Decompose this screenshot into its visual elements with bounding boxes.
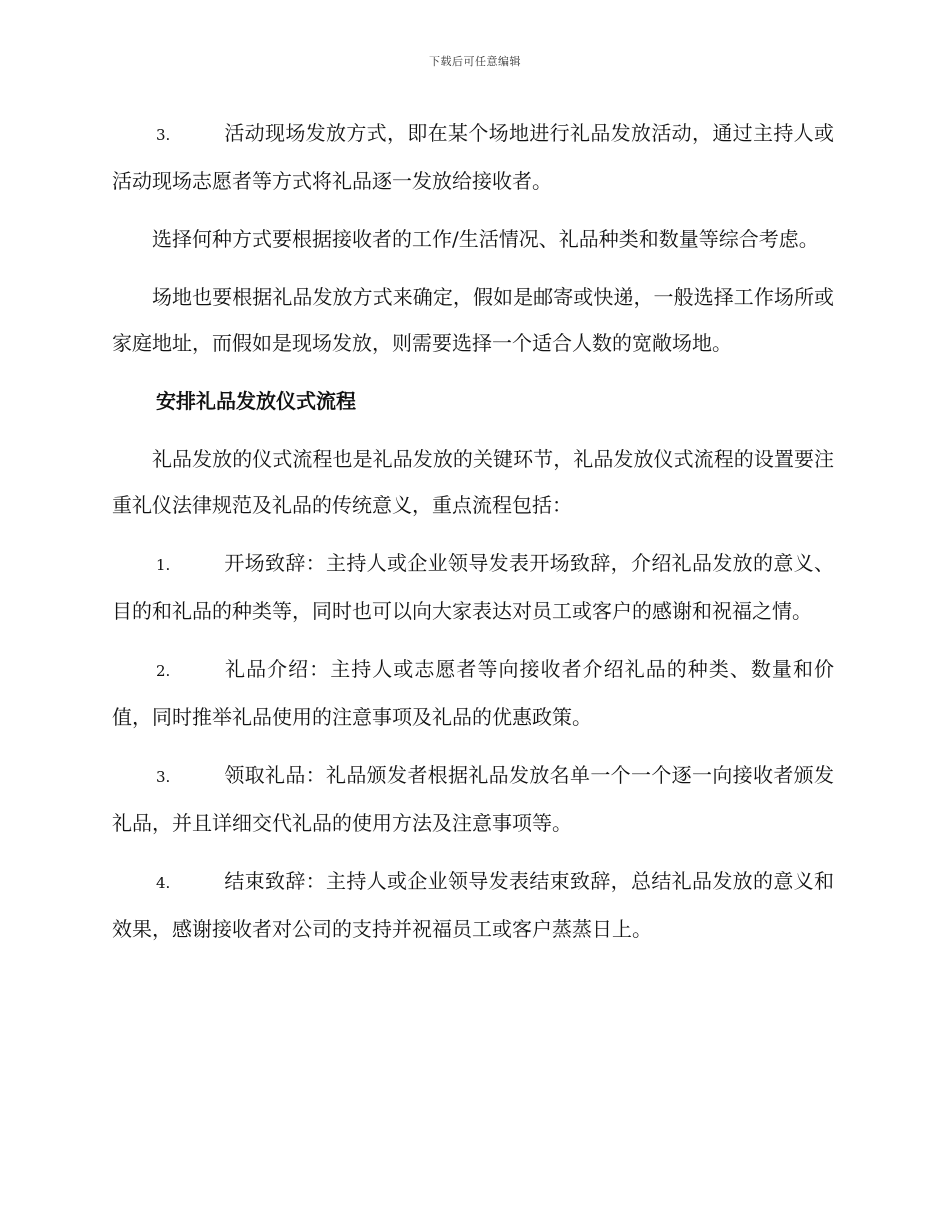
list-number: 3. <box>156 768 171 786</box>
list-text: 结束致辞：主持人或企业领导发表结束致辞，总结礼品发放的意义和效果，感谢接收者对公司的支持并祝福员工或客户蒸蒸日上。 <box>112 869 834 941</box>
list-text: 领取礼品：礼品颁发者根据礼品发放名单一个一个逐一向接收者颁发礼品，并且详细交代礼品的使用方法及注意事项等。 <box>112 763 834 835</box>
paragraph: 场地也要根据礼品发放方式来确定，假如是邮寄或快递，一般选择工作场所或家庭地址，而假如是现场发放，则需要选择一个适合人数的宽敞场地。 <box>112 285 834 355</box>
list-text: 礼品介绍：主持人或志愿者等向接收者介绍礼品的种类、数量和价值，同时推举礼品使用的注意事项及礼品的优惠政策。 <box>112 657 834 729</box>
list-number: 1. <box>156 556 171 574</box>
section-heading: 安排礼品发放仪式流程 <box>156 389 356 413</box>
list-item <box>112 752 834 846</box>
list-text: 开场致辞：主持人或企业领导发表开场致辞，介绍礼品发放的意义、目的和礼品的种类等，同时也可以向大家表达对员工或客户的感谢和祝福之情。 <box>112 551 834 623</box>
list-number: 4. <box>156 874 171 892</box>
paragraph: 礼品发放的仪式流程也是礼品发放的关键环节，礼品发放仪式流程的设置要注重礼仪法律规范及礼品的传统意义，重点流程包括： <box>112 447 834 517</box>
header-note: 下载后可任意编辑 <box>429 55 521 68</box>
paragraph: 选择何种方式要根据接收者的工作/生活情况、礼品种类和数量等综合考虑。 <box>152 227 819 251</box>
list-item <box>112 646 834 740</box>
list-number: 2. <box>156 662 171 680</box>
document-body <box>112 110 834 964</box>
list-number: 3. <box>156 126 171 144</box>
list-item <box>112 540 834 634</box>
list-item <box>112 110 834 204</box>
list-text: 活动现场发放方式，即在某个场地进行礼品发放活动，通过主持人或活动现场志愿者等方式将礼品逐一发放给接收者。 <box>112 121 834 193</box>
list-item <box>112 858 834 952</box>
